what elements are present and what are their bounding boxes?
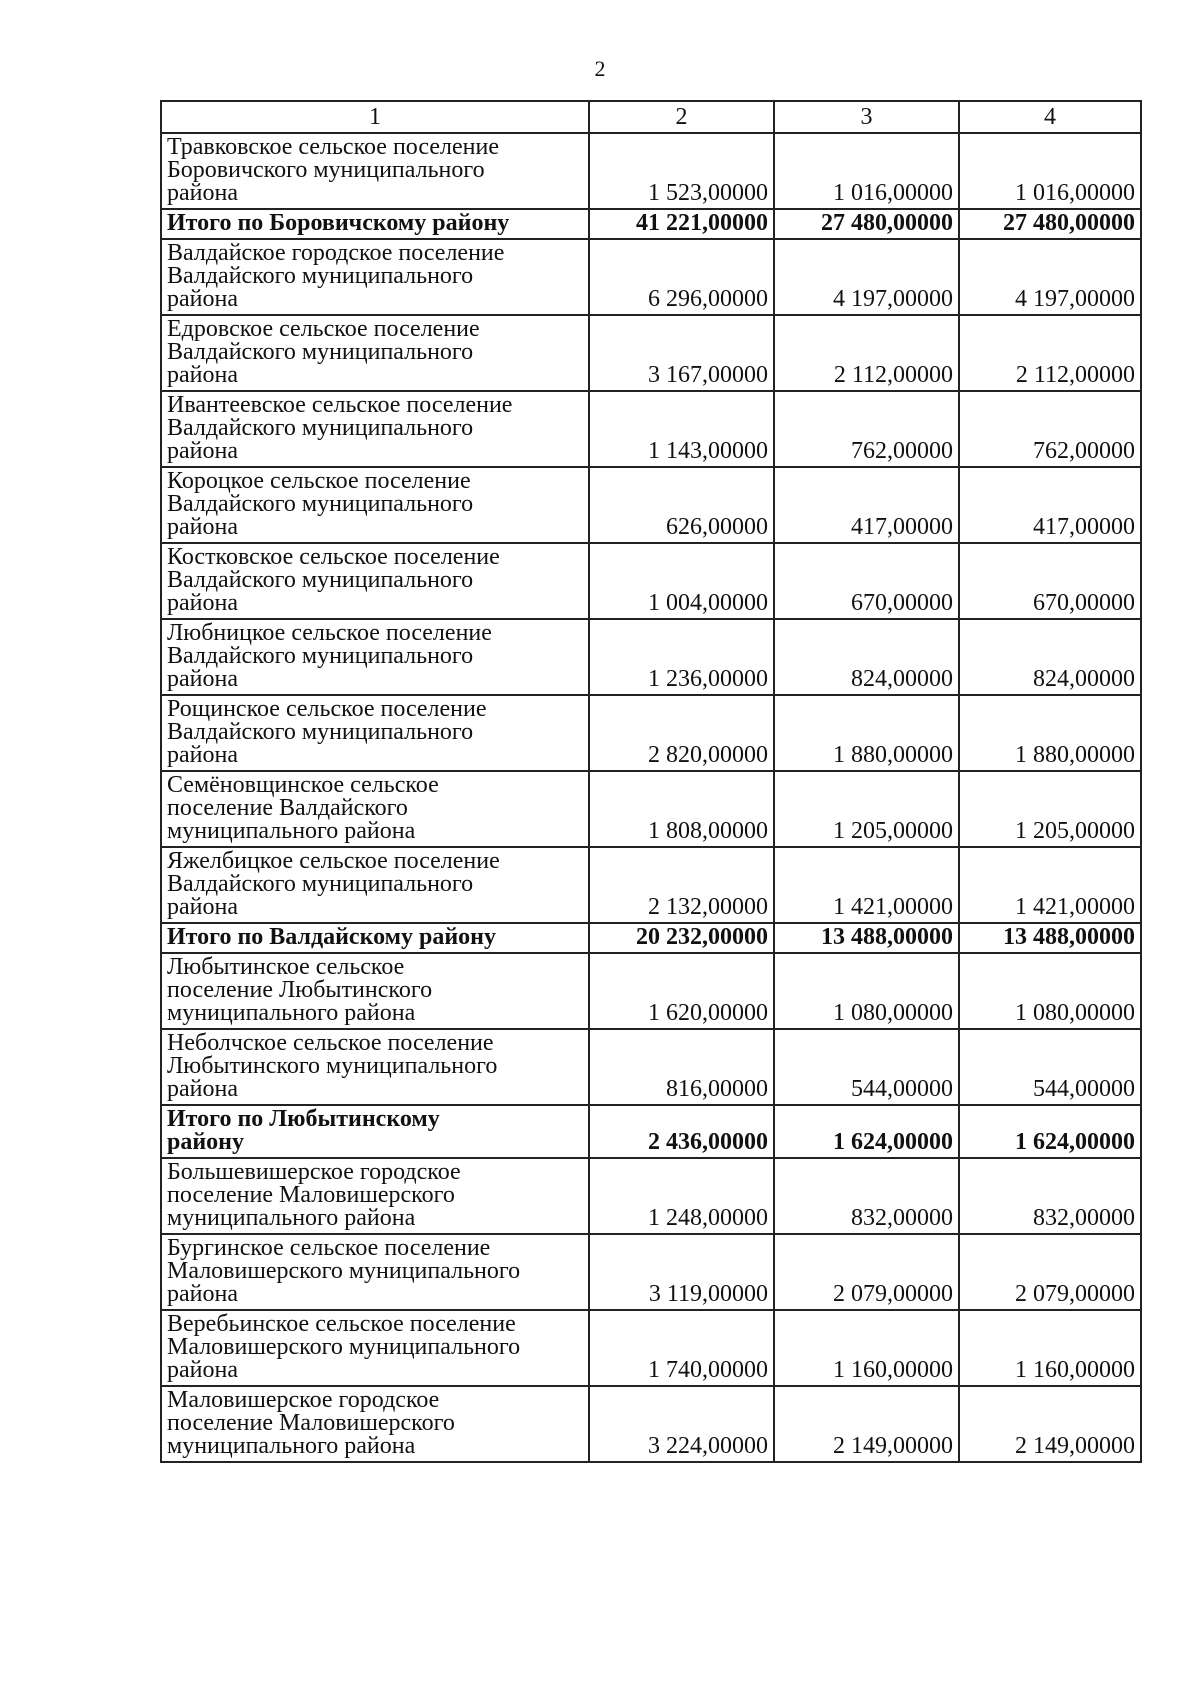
col3-value-cell: 2 149,00000 [774, 1386, 959, 1462]
col3-value-cell: 2 112,00000 [774, 315, 959, 391]
table-row [161, 543, 1141, 619]
header-col-1: 1 [161, 101, 589, 133]
table-row [161, 239, 1141, 315]
col2-value-cell: 3 224,00000 [589, 1386, 774, 1462]
settlement-name-cell: Веребьинское сельское поселение Маловишерского муниципального района [161, 1310, 589, 1386]
col3-value-cell: 1 624,00000 [774, 1105, 959, 1158]
col3-value-cell: 27 480,00000 [774, 209, 959, 239]
table-row [161, 847, 1141, 923]
col2-value-cell: 1 808,00000 [589, 771, 774, 847]
col2-value-cell: 1 143,00000 [589, 391, 774, 467]
settlement-name-cell: Любницкое сельское поселение Валдайского муниципального района [161, 619, 589, 695]
col2-value-cell: 41 221,00000 [589, 209, 774, 239]
settlement-name-cell: Итого по Любытинскому району [161, 1105, 589, 1158]
col4-value-cell: 1 880,00000 [959, 695, 1141, 771]
col4-value-cell: 824,00000 [959, 619, 1141, 695]
col3-value-cell: 1 205,00000 [774, 771, 959, 847]
table-row [161, 1234, 1141, 1310]
settlement-name-cell: Костковское сельское поселение Валдайского муниципального района [161, 543, 589, 619]
table-row [161, 1158, 1141, 1234]
settlement-name-cell: Большевишерское городское поселение Маловишерского муниципального района [161, 1158, 589, 1234]
col3-value-cell: 832,00000 [774, 1158, 959, 1234]
col2-value-cell: 1 620,00000 [589, 953, 774, 1029]
settlement-name-cell: Травковское сельское поселение Боровичского муниципального района [161, 133, 589, 209]
col2-value-cell: 3 167,00000 [589, 315, 774, 391]
header-col-4: 4 [959, 101, 1141, 133]
col3-value-cell: 13 488,00000 [774, 923, 959, 953]
header-col-2: 2 [589, 101, 774, 133]
settlement-name-cell: Яжелбицкое сельское поселение Валдайского муниципального района [161, 847, 589, 923]
col4-value-cell: 1 160,00000 [959, 1310, 1141, 1386]
col3-value-cell: 762,00000 [774, 391, 959, 467]
col3-value-cell: 1 080,00000 [774, 953, 959, 1029]
settlement-name-cell: Итого по Валдайскому району [161, 923, 589, 953]
col3-value-cell: 1 880,00000 [774, 695, 959, 771]
col4-value-cell: 1 016,00000 [959, 133, 1141, 209]
col2-value-cell: 1 004,00000 [589, 543, 774, 619]
col4-value-cell: 27 480,00000 [959, 209, 1141, 239]
col4-value-cell: 417,00000 [959, 467, 1141, 543]
table-row [161, 695, 1141, 771]
total-row [161, 923, 1141, 953]
col4-value-cell: 1 624,00000 [959, 1105, 1141, 1158]
col2-value-cell: 20 232,00000 [589, 923, 774, 953]
budget-table [160, 100, 1142, 1463]
col2-value-cell: 816,00000 [589, 1029, 774, 1105]
col2-value-cell: 6 296,00000 [589, 239, 774, 315]
page-number: 2 [594, 56, 606, 81]
settlement-name-cell: Семёновщинское сельское поселение Валдайского муниципального района [161, 771, 589, 847]
col4-value-cell: 832,00000 [959, 1158, 1141, 1234]
col3-value-cell: 824,00000 [774, 619, 959, 695]
col4-value-cell: 13 488,00000 [959, 923, 1141, 953]
table-row [161, 391, 1141, 467]
col2-value-cell: 3 119,00000 [589, 1234, 774, 1310]
settlement-name-cell: Маловишерское городское поселение Маловишерского муниципального района [161, 1386, 589, 1462]
col2-value-cell: 626,00000 [589, 467, 774, 543]
table-row [161, 1386, 1141, 1462]
col2-value-cell: 1 523,00000 [589, 133, 774, 209]
col4-value-cell: 1 205,00000 [959, 771, 1141, 847]
col4-value-cell: 670,00000 [959, 543, 1141, 619]
col3-value-cell: 417,00000 [774, 467, 959, 543]
col4-value-cell: 4 197,00000 [959, 239, 1141, 315]
col4-value-cell: 762,00000 [959, 391, 1141, 467]
col4-value-cell: 2 149,00000 [959, 1386, 1141, 1462]
header-col-3: 3 [774, 101, 959, 133]
col2-value-cell: 1 248,00000 [589, 1158, 774, 1234]
settlement-name-cell: Едровское сельское поселение Валдайского муниципального района [161, 315, 589, 391]
table-row [161, 467, 1141, 543]
col4-value-cell: 2 112,00000 [959, 315, 1141, 391]
table-body [161, 133, 1141, 1462]
settlement-name-cell: Ивантеевское сельское поселение Валдайского муниципального района [161, 391, 589, 467]
col3-value-cell: 4 197,00000 [774, 239, 959, 315]
col4-value-cell: 544,00000 [959, 1029, 1141, 1105]
col4-value-cell: 2 079,00000 [959, 1234, 1141, 1310]
table-row [161, 1029, 1141, 1105]
settlement-name-cell: Бургинское сельское поселение Маловишерского муниципального района [161, 1234, 589, 1310]
col2-value-cell: 2 820,00000 [589, 695, 774, 771]
settlement-name-cell: Рощинское сельское поселение Валдайского муниципального района [161, 695, 589, 771]
total-row [161, 209, 1141, 239]
settlement-name-cell: Короцкое сельское поселение Валдайского муниципального района [161, 467, 589, 543]
col3-value-cell: 2 079,00000 [774, 1234, 959, 1310]
settlement-name-cell: Неболчское сельское поселение Любытинского муниципального района [161, 1029, 589, 1105]
table-row [161, 1310, 1141, 1386]
table-row [161, 133, 1141, 209]
settlement-name-cell: Итого по Боровичскому району [161, 209, 589, 239]
col2-value-cell: 2 436,00000 [589, 1105, 774, 1158]
col3-value-cell: 670,00000 [774, 543, 959, 619]
table-row [161, 619, 1141, 695]
table-row [161, 315, 1141, 391]
col2-value-cell: 1 740,00000 [589, 1310, 774, 1386]
settlement-name-cell: Валдайское городское поселение Валдайского муниципального района [161, 239, 589, 315]
col2-value-cell: 1 236,00000 [589, 619, 774, 695]
settlement-name-cell: Любытинское сельское поселение Любытинского муниципального района [161, 953, 589, 1029]
header-row [161, 101, 1141, 133]
table-row [161, 953, 1141, 1029]
col3-value-cell: 544,00000 [774, 1029, 959, 1105]
table-header [161, 101, 1141, 133]
col4-value-cell: 1 080,00000 [959, 953, 1141, 1029]
col3-value-cell: 1 421,00000 [774, 847, 959, 923]
col3-value-cell: 1 160,00000 [774, 1310, 959, 1386]
col2-value-cell: 2 132,00000 [589, 847, 774, 923]
total-row [161, 1105, 1141, 1158]
col3-value-cell: 1 016,00000 [774, 133, 959, 209]
table-row [161, 771, 1141, 847]
col4-value-cell: 1 421,00000 [959, 847, 1141, 923]
